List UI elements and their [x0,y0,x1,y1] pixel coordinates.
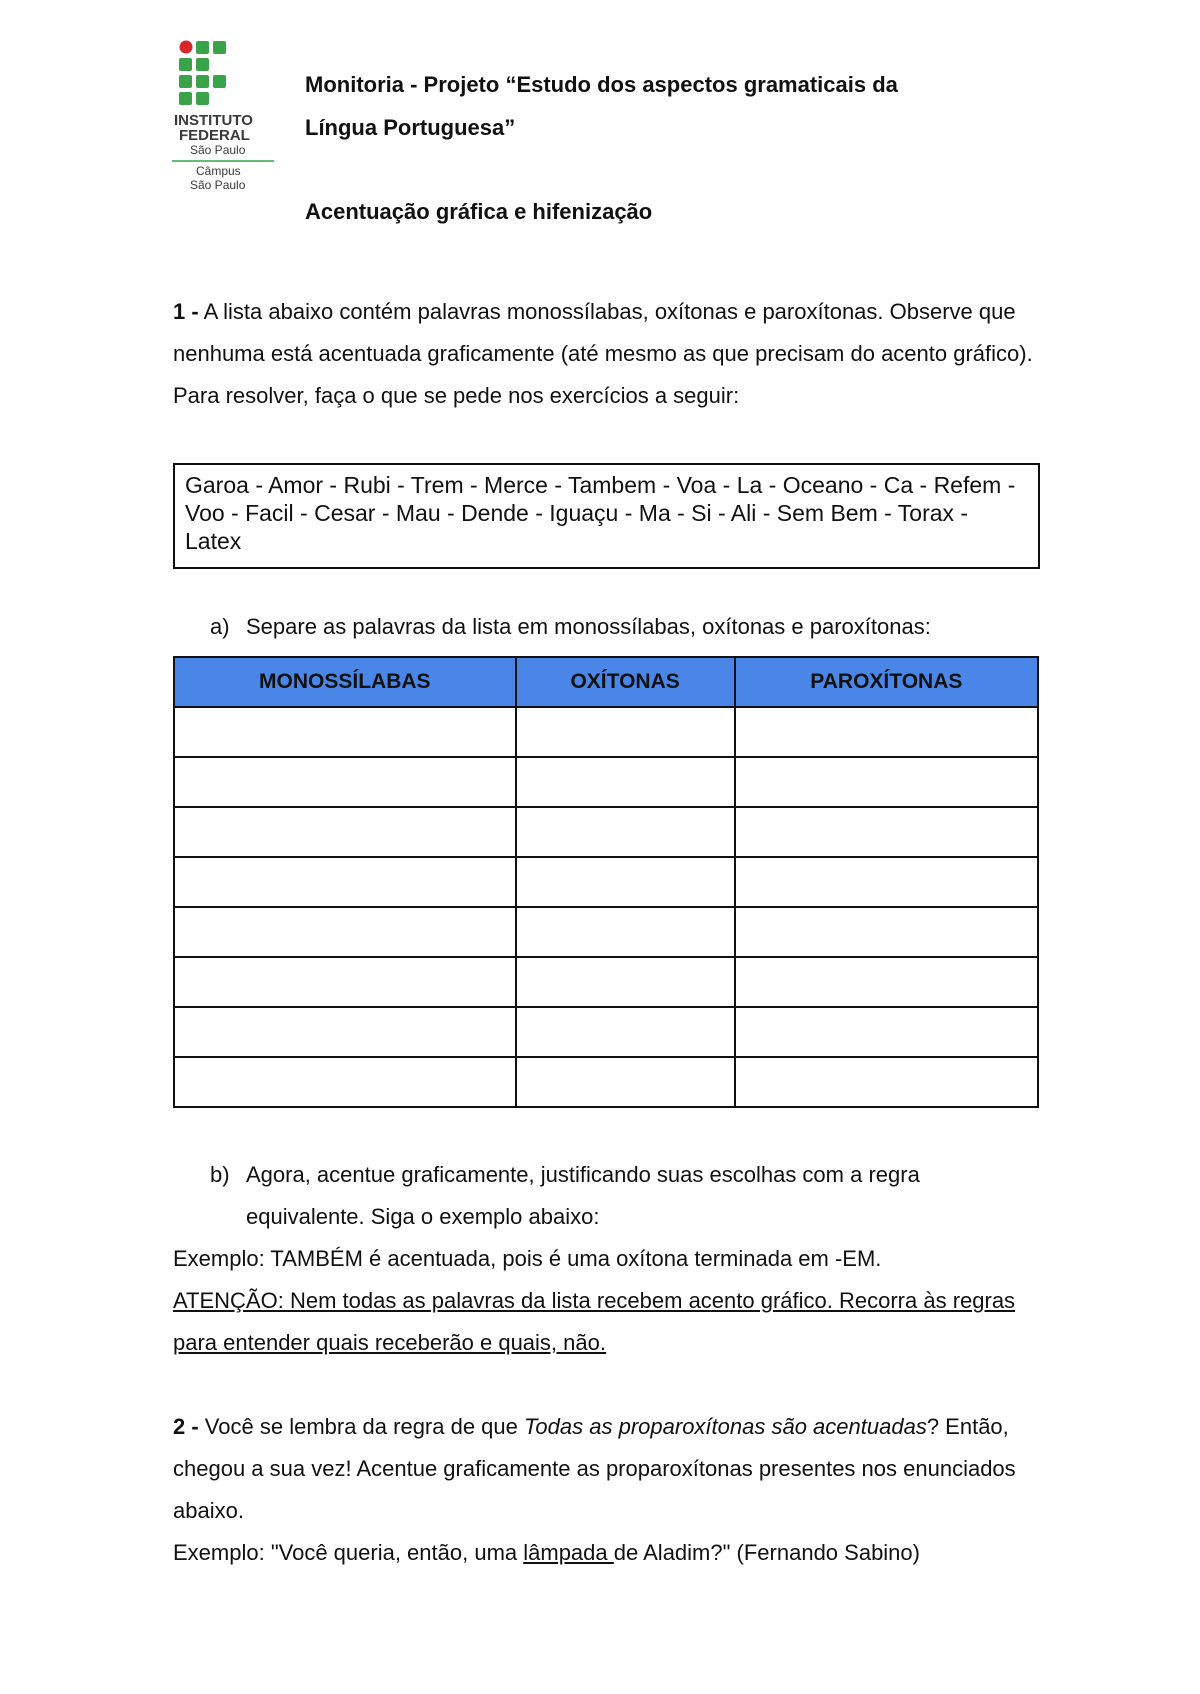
question-1-text [173,291,1043,417]
table-row [174,707,1038,757]
table-header-row [174,657,1038,707]
table-cell[interactable] [735,957,1038,1007]
column-header-paroxitonas: PAROXÍTONAS [735,657,1038,707]
table-cell[interactable] [735,907,1038,957]
question-1-statement: A lista abaixo contém palavras monossílabas, oxítonas e paroxítonas. Observe que nenhuma está acentuada graficamente (até mesmo as que precisam do acento gráfico). Para resolver, faça o que se pede nos exercícios a seguir: [173,299,1033,408]
classification-table [173,656,1039,1108]
logo-text-sao-paulo: São Paulo [190,143,246,157]
item-b-line1: Agora, acentue graficamente, justificando suas escolhas com a regra [246,1162,920,1187]
table-cell[interactable] [516,1007,735,1057]
table-cell[interactable] [735,707,1038,757]
question-2-text-before: Você se lembra da regra de que [198,1414,525,1439]
table-cell[interactable] [516,707,735,757]
column-header-monossilabas: MONOSSÍLABAS [174,657,516,707]
table-row [174,807,1038,857]
logo-text-instituto: INSTITUTO [174,112,253,129]
table-cell[interactable] [516,757,735,807]
example-lampada-word: lâmpada [523,1540,614,1565]
table-cell[interactable] [174,957,516,1007]
table-cell[interactable] [735,757,1038,807]
table-cell[interactable] [174,907,516,957]
header-title-line2: Língua Portuguesa” [305,115,516,140]
question-2-text [173,1406,1043,1532]
logo-red-dot [180,41,193,54]
table-cell[interactable] [516,907,735,957]
attention-note: ATENÇÃO: Nem todas as palavras da lista recebem acento gráfico. Recorra às regras para entender quais receberão e quais, não. [173,1288,1016,1355]
table-cell[interactable] [735,807,1038,857]
word-list-box [173,463,1040,569]
word-list: Garoa - Amor - Rubi - Trem - Merce - Tambem - Voa - La - Oceano - Ca - Refem - Voo - Facil - Cesar - Mau - Dende - Iguaçu - Ma - Si - Ali - Sem Bem - Torax - Latex [185,472,1016,554]
table-cell[interactable] [735,1007,1038,1057]
table-cell[interactable] [174,1057,516,1107]
question-2-number: 2 - [173,1414,199,1439]
item-b-label: b) [210,1162,230,1187]
question-2-text-after: ? Então, chegou a sua vez! Acentue graficamente as proparoxítonas presentes nos enunciados abaixo. [173,1414,1016,1523]
table-row [174,1007,1038,1057]
table-cell[interactable] [516,857,735,907]
column-header-oxitonas: OXÍTONAS [516,657,735,707]
table-row [174,757,1038,807]
question-1-number: 1 - [173,299,199,324]
table-cell[interactable] [516,807,735,857]
example-lampada [173,1532,1043,1574]
item-a-text: Separe as palavras da lista em monossílabas, oxítonas e paroxítonas: [246,614,931,639]
item-a-label: a) [210,614,230,639]
example-lampada-after: de Aladim?" (Fernando Sabino) [613,1540,920,1565]
table-cell[interactable] [735,1057,1038,1107]
table-row [174,1057,1038,1107]
example-lampada-before: Exemplo: "Você queria, então, uma [173,1540,524,1565]
logo-text-campus: Câmpus [196,164,241,178]
example-tambem: Exemplo: TAMBÉM é acentuada, pois é uma oxítona terminada em -EM. [173,1246,882,1271]
table-cell[interactable] [174,1007,516,1057]
item-b-line2: equivalente. Siga o exemplo abaixo: [246,1204,600,1229]
table-row [174,857,1038,907]
section-subtitle: Acentuação gráfica e hifenização [305,199,653,224]
logo-graphic [172,40,282,200]
table-cell[interactable] [174,857,516,907]
table-cell[interactable] [735,857,1038,907]
table-cell[interactable] [174,757,516,807]
table-row [174,907,1038,957]
header-title-line1: Monitoria - Projeto “Estudo dos aspectos gramaticais da [305,72,898,97]
institute-logo [172,40,282,200]
table-cell[interactable] [516,957,735,1007]
table-row [174,957,1038,1007]
table-cell[interactable] [516,1057,735,1107]
logo-text-campus-city: São Paulo [190,178,246,192]
question-2-rule: Todas as proparoxítonas são acentuadas [524,1414,927,1439]
table-cell[interactable] [174,707,516,757]
logo-text-federal: FEDERAL [179,127,250,144]
table-cell[interactable] [174,807,516,857]
